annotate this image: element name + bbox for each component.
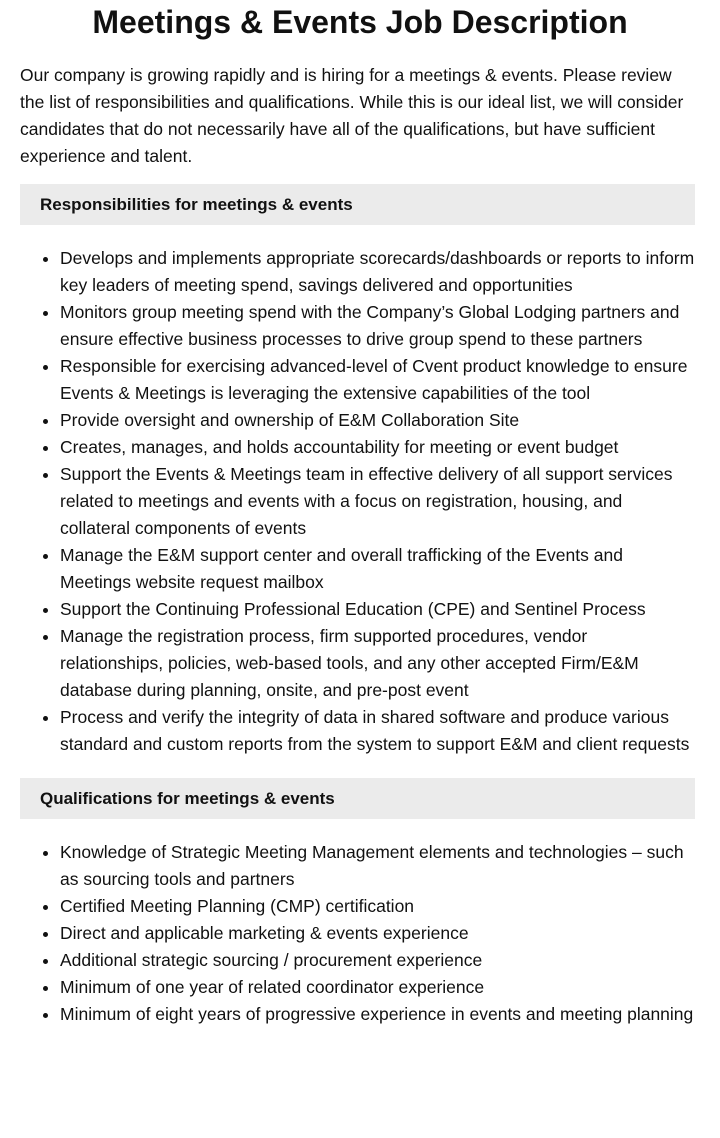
list-item: • Minimum of one year of related coordinator experience bbox=[60, 974, 695, 1001]
responsibilities-list bbox=[20, 245, 695, 758]
page-title: Meetings & Events Job Description bbox=[92, 4, 628, 40]
list-item: • Certified Meeting Planning (CMP) certification bbox=[60, 893, 695, 920]
list-item: • Process and verify the integrity of data in shared software and produce various standard and custom reports from the system to support E&M and client requests bbox=[60, 704, 695, 758]
list-item: • Minimum of eight years of progressive experience in events and meeting planning bbox=[60, 1001, 695, 1028]
list-item: • Direct and applicable marketing & events experience bbox=[60, 920, 695, 947]
qualifications-heading: Qualifications for meetings & events bbox=[20, 778, 695, 819]
list-item: • Develops and implements appropriate scorecards/dashboards or reports to inform key leaders of meeting spend, savings delivered and opportunities bbox=[60, 245, 695, 299]
responsibilities-heading: Responsibilities for meetings & events bbox=[20, 184, 695, 225]
list-item: • Creates, manages, and holds accountability for meeting or event budget bbox=[60, 434, 695, 461]
list-item: • Additional strategic sourcing / procurement experience bbox=[60, 947, 695, 974]
list-item: • Support the Continuing Professional Education (CPE) and Sentinel Process bbox=[60, 596, 695, 623]
intro-paragraph: Our company is growing rapidly and is hiring for a meetings & events. Please review the list of responsibilities and qualifications. While this is our ideal list, we will consider candidates that do not necessarily have all of the qualifications, but have sufficient experience and talent. bbox=[20, 65, 684, 166]
list-item: • Knowledge of Strategic Meeting Management elements and technologies – such as sourcing tools and partners bbox=[60, 839, 695, 893]
qualifications-list bbox=[20, 839, 695, 1028]
list-item: • Provide oversight and ownership of E&M Collaboration Site bbox=[60, 407, 695, 434]
list-item: • Monitors group meeting spend with the Company’s Global Lodging partners and ensure effective business processes to drive group spend to these partners bbox=[60, 299, 695, 353]
list-item: • Responsible for exercising advanced-level of Cvent product knowledge to ensure Events & Meetings is leveraging the extensive capabilities of the tool bbox=[60, 353, 695, 407]
list-item: • Manage the registration process, firm supported procedures, vendor relationships, policies, web-based tools, and any other accepted Firm/E&M database during planning, onsite, and pre-post event bbox=[60, 623, 695, 704]
list-item: • Support the Events & Meetings team in effective delivery of all support services related to meetings and events with a focus on registration, housing, and collateral components of events bbox=[60, 461, 695, 542]
list-item: • Manage the E&M support center and overall trafficking of the Events and Meetings website request mailbox bbox=[60, 542, 695, 596]
